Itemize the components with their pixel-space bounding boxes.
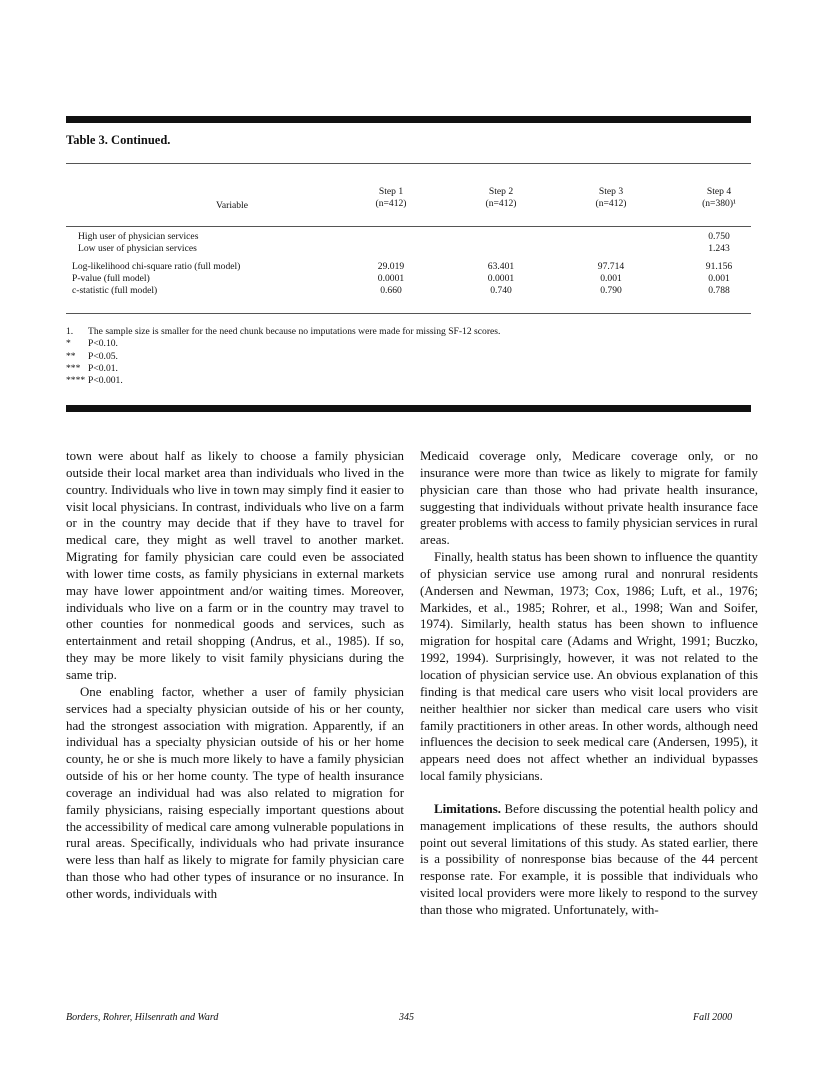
left-column (66, 448, 404, 903)
table-row: Log-likelihood chi-square ratio (full model) 29.019 63.401 97.714 91.156 (72, 261, 733, 272)
table-note: **** P<0.001. (66, 375, 123, 387)
footer-authors: Borders, Rohrer, Hilsenrath and Ward (66, 1012, 219, 1023)
bottom-thick-rule (66, 405, 751, 412)
table-note: *** P<0.01. (66, 362, 118, 374)
table-body (66, 231, 751, 311)
top-thick-rule (66, 116, 751, 123)
table-caption: Table 3. Continued. (66, 133, 171, 147)
body-paragraph: Medicaid coverage only, Medicare coverage only, or no insurance were more than twice as likely to migrate for family physician care than those who had private health insurance, suggesting that individuals without private health insurance face greater problems with access to family physician services in rural areas. (420, 449, 758, 548)
right-column (420, 448, 758, 919)
table-top-rule (66, 163, 751, 164)
section-heading: Limitations. (434, 801, 501, 816)
column-header: Step 1 (n=412) (375, 186, 407, 209)
table-row: Low user of physician services 1.243 (78, 243, 730, 254)
table-header-rule (66, 226, 751, 227)
table-row: c-statistic (full model) 0.660 0.740 0.790 0.788 (72, 285, 730, 296)
table-note: * P<0.10. (66, 338, 118, 350)
body-paragraph: town were about half as likely to choose a family physician outside their local market area than individuals who lived in the country. Individuals who live in town may simply find it easier to visit local physicians. In contrast, individuals who live on a farm or in the country may decide that if they have to travel for medical care, they might as well travel to another market. Migrating for family physician care could even be associated with lower time costs, as family physicians in external markets may have lower appointment and/or waiting times. Moreover, individuals who live on a farm or in the country may travel to other counties for nonmedical goods and services, such as entertainment and retail shopping (Andrus, et al., 1985). If so, they may be more likely to visit family physicians during the same trip. (66, 449, 404, 682)
page-number: 345 (399, 1012, 414, 1023)
table-notes (66, 326, 500, 387)
body-paragraph: One enabling factor, whether a user of family physician services had a specialty physician outside of his or her county, had the strongest association with migration. Apparently, if an individual has a specialty physician outside of his or her home county, he or she is much more likely to have a family physician outside of his or her home county. The type of health insurance coverage an individual had was also related to migration for family physicians, raising especially important questions about the accessibility of medical care among vulnerable populations in rural areas. Specifically, individuals who had private insurance were less than half as likely to migrate for family physician care than those who had other types of insurance or no insurance. In other words, individuals with (66, 684, 404, 901)
body-paragraph: Limitations. Before discussing the potential health policy and management implications of these results, the authors should point out several limitations of this study. As stated earlier, there is a possibility of nonresponse bias because of the 44 percent response rate. For example, it is possible that individuals who visited local providers were more likely to respond to the survey than those who migrated. Unfortunately, with- (420, 801, 758, 917)
variable-header: Variable (216, 200, 248, 211)
column-header: Step 3 (n=412) (595, 186, 627, 209)
body-paragraph: Finally, health status has been shown to influence the quantity of physician service use among rural and nonrural residents (Andersen and Newman, 1973; Cox, 1986; Luft, et al., 1976; Markides, et al., 1985; Rohrer, et al., 1998; Wan and Soifer, 1974). Similarly, health status has been shown to influence migration for hospital care (Adams and Wright, 1991; Buczko, 1992, 1994). Surprisingly, however, it was not related to the location of physician service use. An obvious explanation of this finding is that medical care users who visit local providers are neither healthier nor sicker than medical care users who visit family practitioners in other areas. In other words, although need influences the decision to seek medical care (Andersen, 1995), it appears need does not affect whether an individual bypasses local family physicians. (420, 550, 758, 784)
column-header: Step 4 (n=380)¹ (702, 186, 736, 209)
column-header: Step 2 (n=412) (485, 186, 517, 209)
footer-issue: Fall 2000 (693, 1012, 733, 1023)
table-row: High user of physician services 0.750 (78, 231, 730, 242)
table-bottom-rule (66, 313, 751, 314)
table-note: ** P<0.05. (66, 350, 118, 362)
table-header (66, 186, 751, 226)
table-row: P-value (full model) 0.0001 0.0001 0.001 0.001 (72, 273, 730, 284)
table-note: 1. The sample size is smaller for the need chunk because no imputations were made for missing SF-12 scores. (66, 326, 501, 337)
